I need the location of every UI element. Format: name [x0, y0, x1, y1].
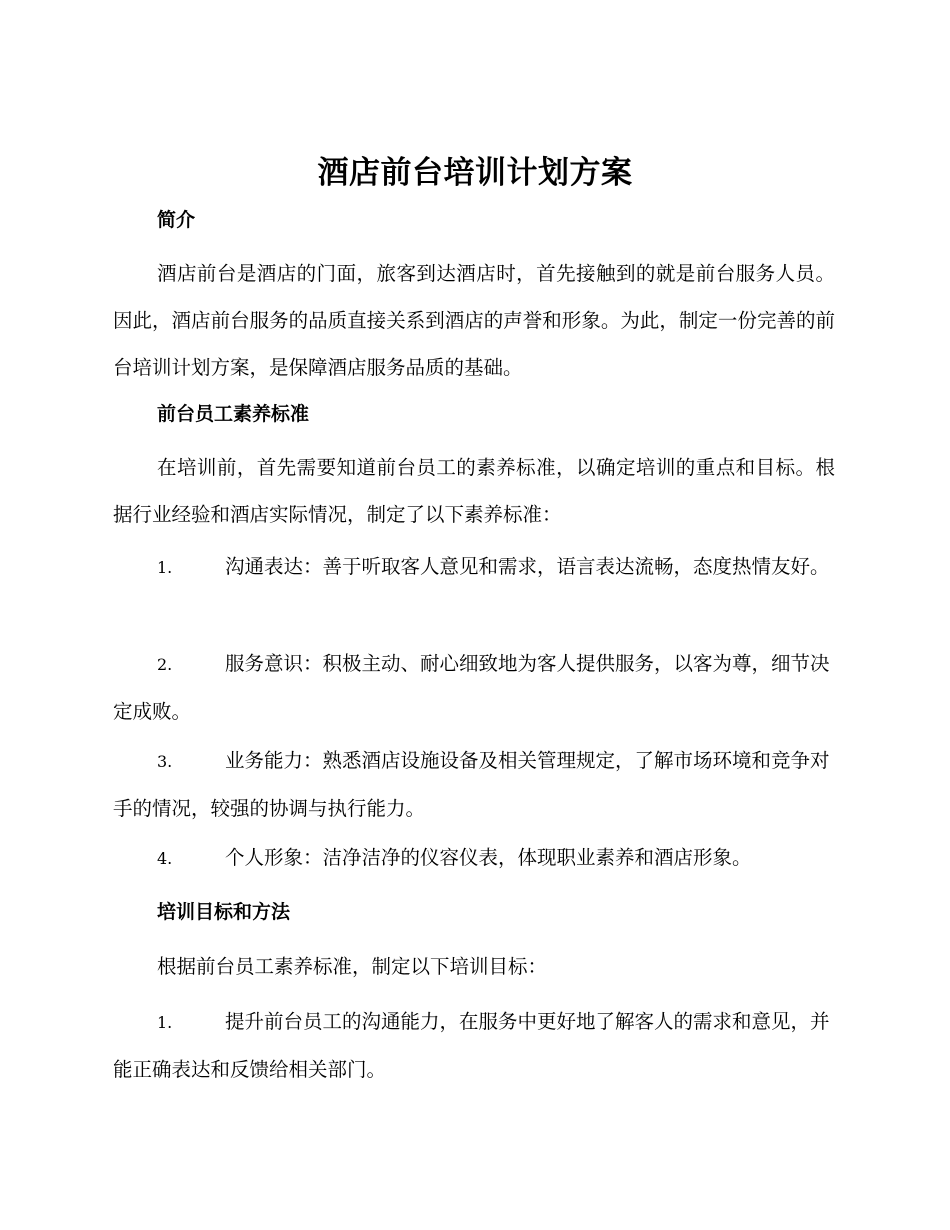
list-item-number: 1. — [157, 1013, 173, 1032]
section-heading-intro: 简介 — [157, 209, 196, 231]
list-item — [113, 998, 835, 1093]
list-item — [113, 737, 835, 832]
list-item-text: 业务能力：熟悉酒店设施设备及相关管理规定，了解市场环境和竞争对手的情况，较强的协调与执行能力。 — [113, 749, 830, 820]
section-heading-goals: 培训目标和方法 — [157, 901, 291, 923]
list-item-number: 1. — [157, 558, 173, 577]
list-item — [113, 640, 835, 735]
intro-paragraph: 酒店前台是酒店的门面，旅客到达酒店时，首先接触到的就是前台服务人员。因此，酒店前台服务的品质直接关系到酒店的声誉和形象。为此，制定一份完善的前台培训计划方案，是保障酒店服务品质的基础。 — [113, 262, 835, 379]
document-title: 酒店前台培训计划方案 — [317, 155, 633, 191]
list-item-number: 2. — [157, 655, 173, 674]
list-item-text: 提升前台员工的沟通能力，在服务中更好地了解客人的需求和意见，并能正确表达和反馈给相关部门。 — [113, 1010, 830, 1081]
list-item-text: 服务意识：积极主动、耐心细致地为客人提供服务，以客为尊，细节决定成败。 — [113, 652, 830, 723]
list-item-number: 3. — [157, 752, 173, 771]
list-item — [113, 543, 835, 591]
list-item — [113, 834, 835, 882]
goals-paragraph: 根据前台员工素养标准，制定以下培训目标： — [157, 955, 548, 978]
standards-paragraph: 在培训前，首先需要知道前台员工的素养标准，以确定培训的重点和目标。根据行业经验和酒店实际情况，制定了以下素养标准： — [113, 456, 835, 526]
list-item-text: 个人形象：洁净洁净的仪容仪表，体现职业素养和酒店形象。 — [225, 846, 752, 869]
section-heading-standards: 前台员工素养标准 — [157, 403, 310, 425]
list-item-text: 沟通表达：善于听取客人意见和需求，语言表达流畅，态度热情友好。 — [225, 555, 830, 578]
list-item-number: 4. — [157, 849, 173, 868]
